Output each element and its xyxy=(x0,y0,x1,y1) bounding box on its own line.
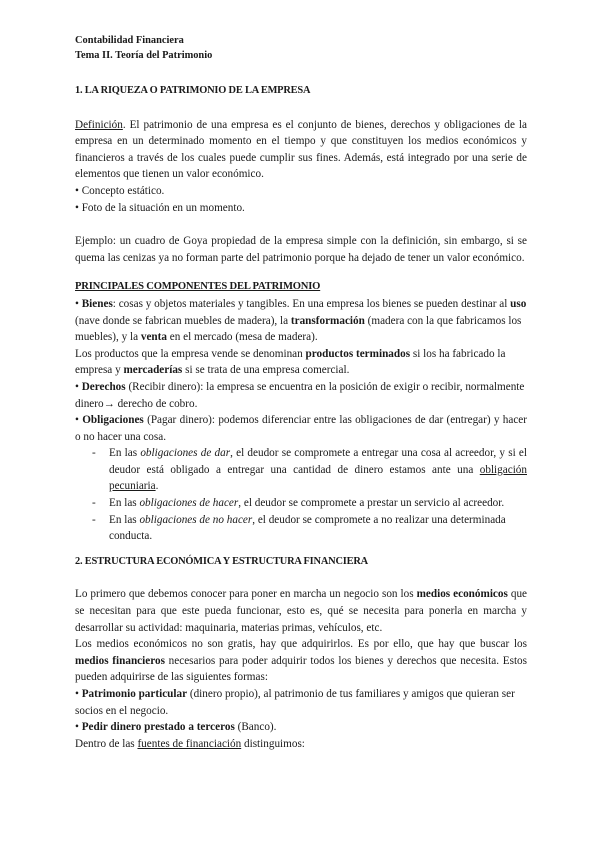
medios-economicos-paragraph: Lo primero que debemos conocer para poner en marcha un negocio son los medios económicos que se necesitan para que este pueda funcionar, esto es, qué se necesita para ponerla en marcha y desarrollar su actividad: maquinaria, materias primas, vehículos, etc. xyxy=(75,588,527,634)
section-1-heading: 1. LA RIQUEZA O PATRIMONIO DE LA EMPRESA xyxy=(75,85,311,96)
dash-item-hacer: - En las obligaciones de hacer, el deudor se compromete a prestar un servicio al acreedor. xyxy=(92,497,505,510)
obligaciones-paragraph: • Obligaciones (Pagar dinero): podemos diferenciar entre las obligaciones de dar (entregar) y hacer o no hacer una cosa. xyxy=(75,414,528,443)
course-title: Contabilidad Financiera xyxy=(75,35,184,46)
derechos-paragraph: • Derechos (Recibir dinero): la empresa se encuentra en la posición de exigir o recibir, normalmente dinero→ derecho de cobro. xyxy=(75,380,525,410)
dash-item-no-hacer: - En las obligaciones de no hacer, el deudor se compromete a no realizar una determinada conducta. xyxy=(92,513,506,543)
bienes-paragraph: • Bienes: cosas y objetos materiales y tangibles. En una empresa los bienes se pueden destinar al uso (nave donde se fabrican muebles de madera), la transformación (madera con la que fabricamos los muebles), y la venta en el mercado (mesa de madera). xyxy=(75,297,527,344)
fuentes-financiacion-line: Dentro de las fuentes de financiación distinguimos: xyxy=(75,737,305,750)
dash-item-dar: - En las obligaciones de dar, el deudor se compromete a entregar una cosa al acreedor, y si el deudor está obligado a entregar una cantidad de dinero estamos ante una obligación pecuniaria. xyxy=(92,447,527,493)
bullet-pedir-dinero: • Pedir dinero prestado a terceros (Banco). xyxy=(75,721,277,734)
section-2-heading: 2. ESTRUCTURA ECONÓMICA Y ESTRUCTURA FINANCIERA xyxy=(75,555,368,567)
definition-label: Definición xyxy=(75,118,123,131)
document-page xyxy=(75,33,527,752)
productos-paragraph: Los productos que la empresa vende se denominan productos terminados si los ha fabricado la empresa y mercaderías si se trata de una empresa comercial. xyxy=(75,347,506,377)
medios-financieros-paragraph: Los medios económicos no son gratis, hay que adquirirlos. Es por ello, que hay que buscar los medios financieros necesarios para poder adquirir todos los bienes y derechos que necesita. Estos pueden adquirirse de las siguientes formas: xyxy=(75,638,527,684)
definition-paragraph: Definición. El patrimonio de una empresa es el conjunto de bienes, derechos y obligaciones de la empresa en un determinado momento en el tiempo y que constituyen los medios económicos y financieros a través de los cuales puede cumplir sus fines. Además, está integrado por una serie de elementos que tienen un valor económico. xyxy=(75,118,527,181)
topic-title: Tema II. Teoría del Patrimonio xyxy=(75,50,213,61)
bullet-foto-situacion: • Foto de la situación en un momento. xyxy=(75,201,245,214)
components-heading: PRINCIPALES COMPONENTES DEL PATRIMONIO xyxy=(75,281,321,293)
bullet-patrimonio-particular: • Patrimonio particular (dinero propio), al patrimonio de tus familiares y amigos que quieran ser socios en el negocio. xyxy=(75,688,515,717)
example-paragraph: Ejemplo: un cuadro de Goya propiedad de la empresa simple con la definición, sin embargo, si se quema las cenizas ya no forman parte del patrimonio porque ha dejado de tener un valor económico. xyxy=(75,235,527,264)
bullet-concepto-estatico: • Concepto estático. xyxy=(75,184,165,197)
